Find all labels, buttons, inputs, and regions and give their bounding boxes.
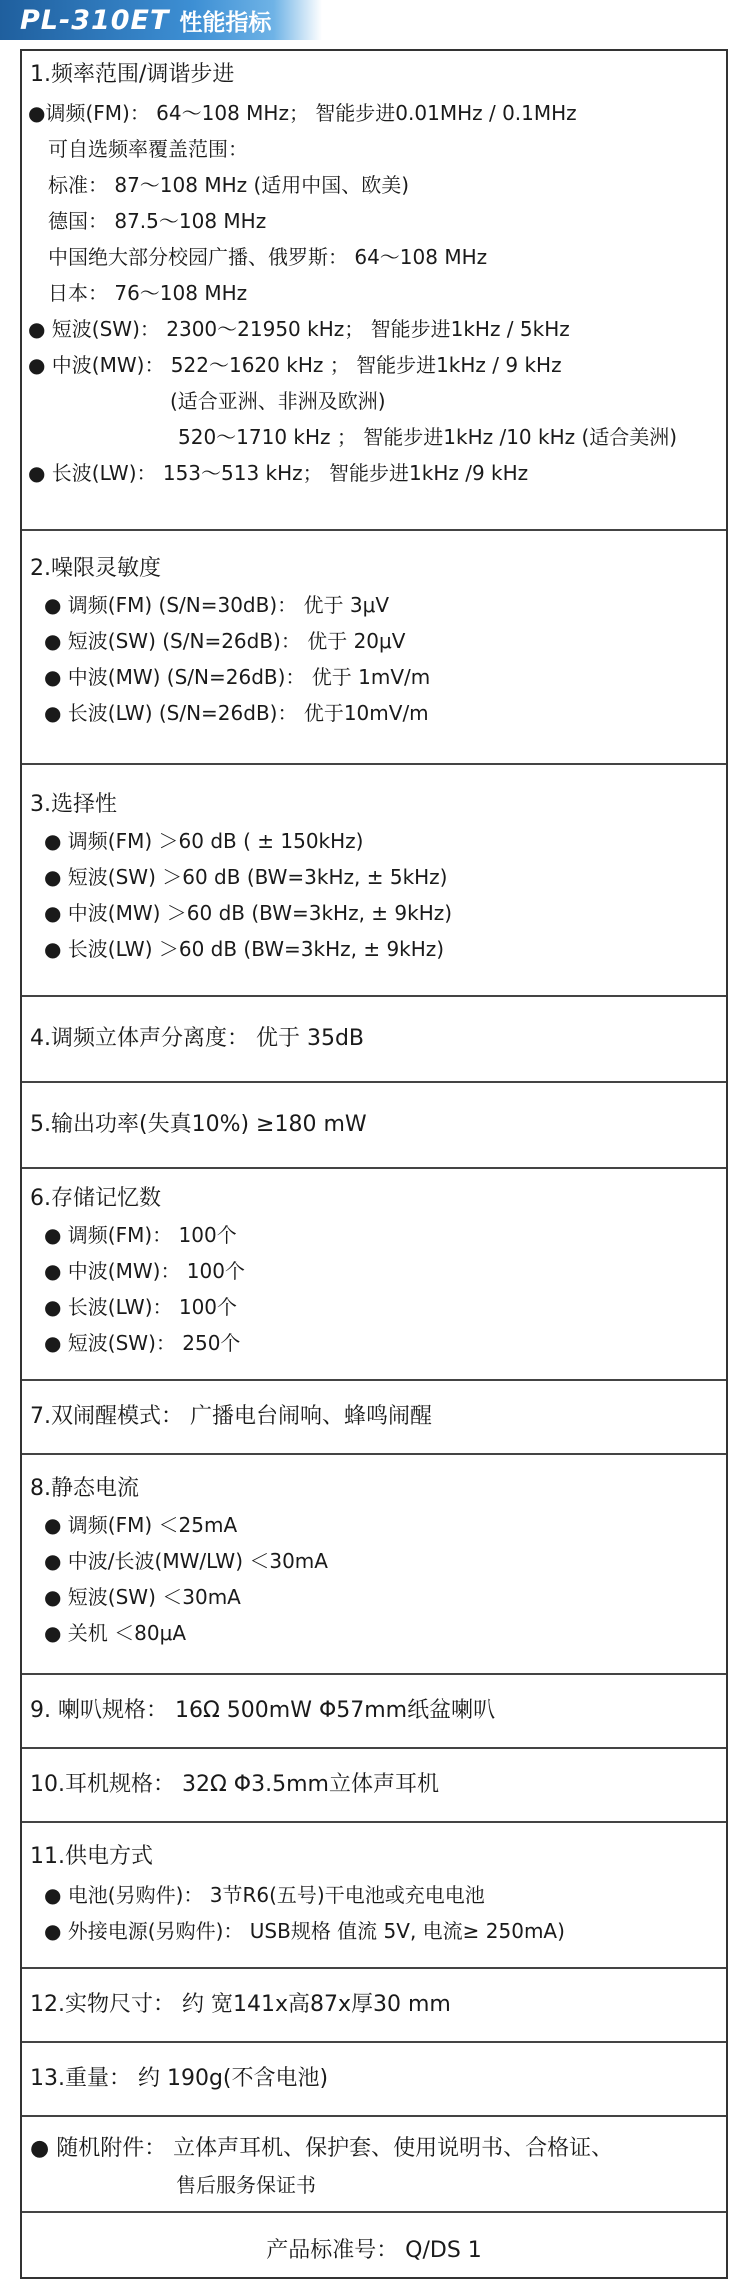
spec-section-frequency: [22, 51, 726, 531]
spec-table: [20, 49, 728, 2279]
spec-section-speaker: [22, 1675, 726, 1749]
spec-line: ● 中波(MW)： 100个: [44, 1259, 245, 1283]
spec-section-memory: [22, 1169, 726, 1381]
section-title: 8.静态电流: [30, 1476, 139, 1501]
spec-line: ● 长波(LW) ＞60 dB (BW=3kHz, ± 9kHz): [44, 937, 445, 961]
spec-line: 520～1710 kHz ； 智能步进1kHz /10 kHz (适合美洲): [178, 425, 678, 449]
spec-section-stereo: [22, 997, 726, 1083]
section-title: 9. 喇叭规格： 16Ω 500mW Φ57mm纸盆喇叭: [30, 1698, 496, 1723]
spec-line: 可自选频率覆盖范围：: [48, 137, 248, 161]
model-number: PL-310ET: [20, 4, 170, 36]
spec-section-output: [22, 1083, 726, 1169]
spec-line: ● 调频(FM) ＜25mA: [44, 1513, 238, 1537]
section-title: 6.存储记忆数: [30, 1186, 161, 1211]
spec-line: ● 中波(MW)： 522～1620 kHz ； 智能步进1kHz / 9 kHz: [28, 353, 562, 377]
spec-line: 标准： 87～108 MHz (适用中国、欧美): [48, 173, 410, 197]
spec-line: ● 短波(SW)： 2300～21950 kHz； 智能步进1kHz / 5kHz: [28, 317, 570, 341]
section-title: 12.实物尺寸： 约 宽141x高87x厚30 mm: [30, 1992, 451, 2017]
spec-line: ● 中波/长波(MW/LW) ＜30mA: [44, 1549, 328, 1573]
spec-line: ● 长波(LW)： 100个: [44, 1295, 238, 1319]
page-header: [0, 0, 322, 40]
page-title: 性能指标: [179, 9, 272, 36]
section-title: 2.噪限灵敏度: [30, 556, 161, 581]
spec-section-selectivity: [22, 765, 726, 997]
spec-section-current: [22, 1455, 726, 1675]
spec-line: ● 电池(另购件)： 3节R6(五号)干电池或充电电池: [44, 1883, 485, 1907]
section-title: 7.双闹醒模式： 广播电台闹响、蜂鸣闹醒: [30, 1404, 432, 1429]
spec-line: ● 长波(LW)： 153～513 kHz； 智能步进1kHz /9 kHz: [28, 461, 529, 485]
spec-line: ● 中波(MW) ＞60 dB (BW=3kHz, ± 9kHz): [44, 901, 453, 925]
section-title: 13.重量： 约 190g(不含电池): [30, 2066, 329, 2091]
section-title: ● 随机附件： 立体声耳机、保护套、使用说明书、合格证、: [30, 2136, 614, 2161]
spec-section-accessories: [22, 2117, 726, 2213]
spec-line: ● 长波(LW) (S/N=26dB)： 优于10mV/m: [44, 701, 429, 725]
section-title: 3.选择性: [30, 792, 117, 817]
spec-line: (适合亚洲、非洲及欧洲): [170, 389, 386, 413]
section-title: 1.频率范围/调谐步进: [30, 62, 235, 87]
section-title: 5.输出功率(失真10%) ≥180 mW: [30, 1112, 367, 1137]
spec-line: ● 短波(SW) (S/N=26dB)： 优于 20μV: [44, 629, 406, 653]
spec-line: ● 关机 ＜80μA: [44, 1621, 187, 1645]
spec-line: ● 短波(SW) ＜30mA: [44, 1585, 241, 1609]
spec-line: 德国： 87.5～108 MHz: [48, 209, 267, 233]
product-standard: 产品标准号： Q/DS 1: [266, 2238, 482, 2263]
spec-line: ● 短波(SW)： 250个: [44, 1331, 241, 1355]
spec-line: ● 调频(FM) (S/N=30dB)： 优于 3μV: [44, 593, 389, 617]
spec-section-dimensions: [22, 1969, 726, 2043]
spec-section-power: [22, 1823, 726, 1969]
spec-section-sensitivity: [22, 531, 726, 765]
spec-line: 中国绝大部分校园广播、俄罗斯： 64～108 MHz: [48, 245, 488, 269]
spec-line: 售后服务保证书: [176, 2173, 316, 2197]
spec-line: ● 中波(MW) (S/N=26dB)： 优于 1mV/m: [44, 665, 431, 689]
spec-section-alarm: [22, 1381, 726, 1455]
section-title: 11.供电方式: [30, 1844, 153, 1869]
spec-section-standard: [22, 2213, 726, 2277]
spec-line: ● 外接电源(另购件)： USB规格 值流 5V, 电流≥ 250mA): [44, 1919, 565, 1943]
section-title: 10.耳机规格： 32Ω Φ3.5mm立体声耳机: [30, 1772, 439, 1797]
spec-line: ● 调频(FM)： 100个: [44, 1223, 237, 1247]
spec-section-weight: [22, 2043, 726, 2117]
section-title: 4.调频立体声分离度： 优于 35dB: [30, 1026, 365, 1051]
spec-line: 日本： 76～108 MHz: [48, 281, 248, 305]
spec-line: ● 调频(FM) ＞60 dB ( ± 150kHz): [44, 829, 364, 853]
spec-line: ● 短波(SW) ＞60 dB (BW=3kHz, ± 5kHz): [44, 865, 448, 889]
spec-line: ●调频(FM)： 64～108 MHz； 智能步进0.01MHz / 0.1MHz: [28, 101, 577, 125]
spec-section-earphone: [22, 1749, 726, 1823]
